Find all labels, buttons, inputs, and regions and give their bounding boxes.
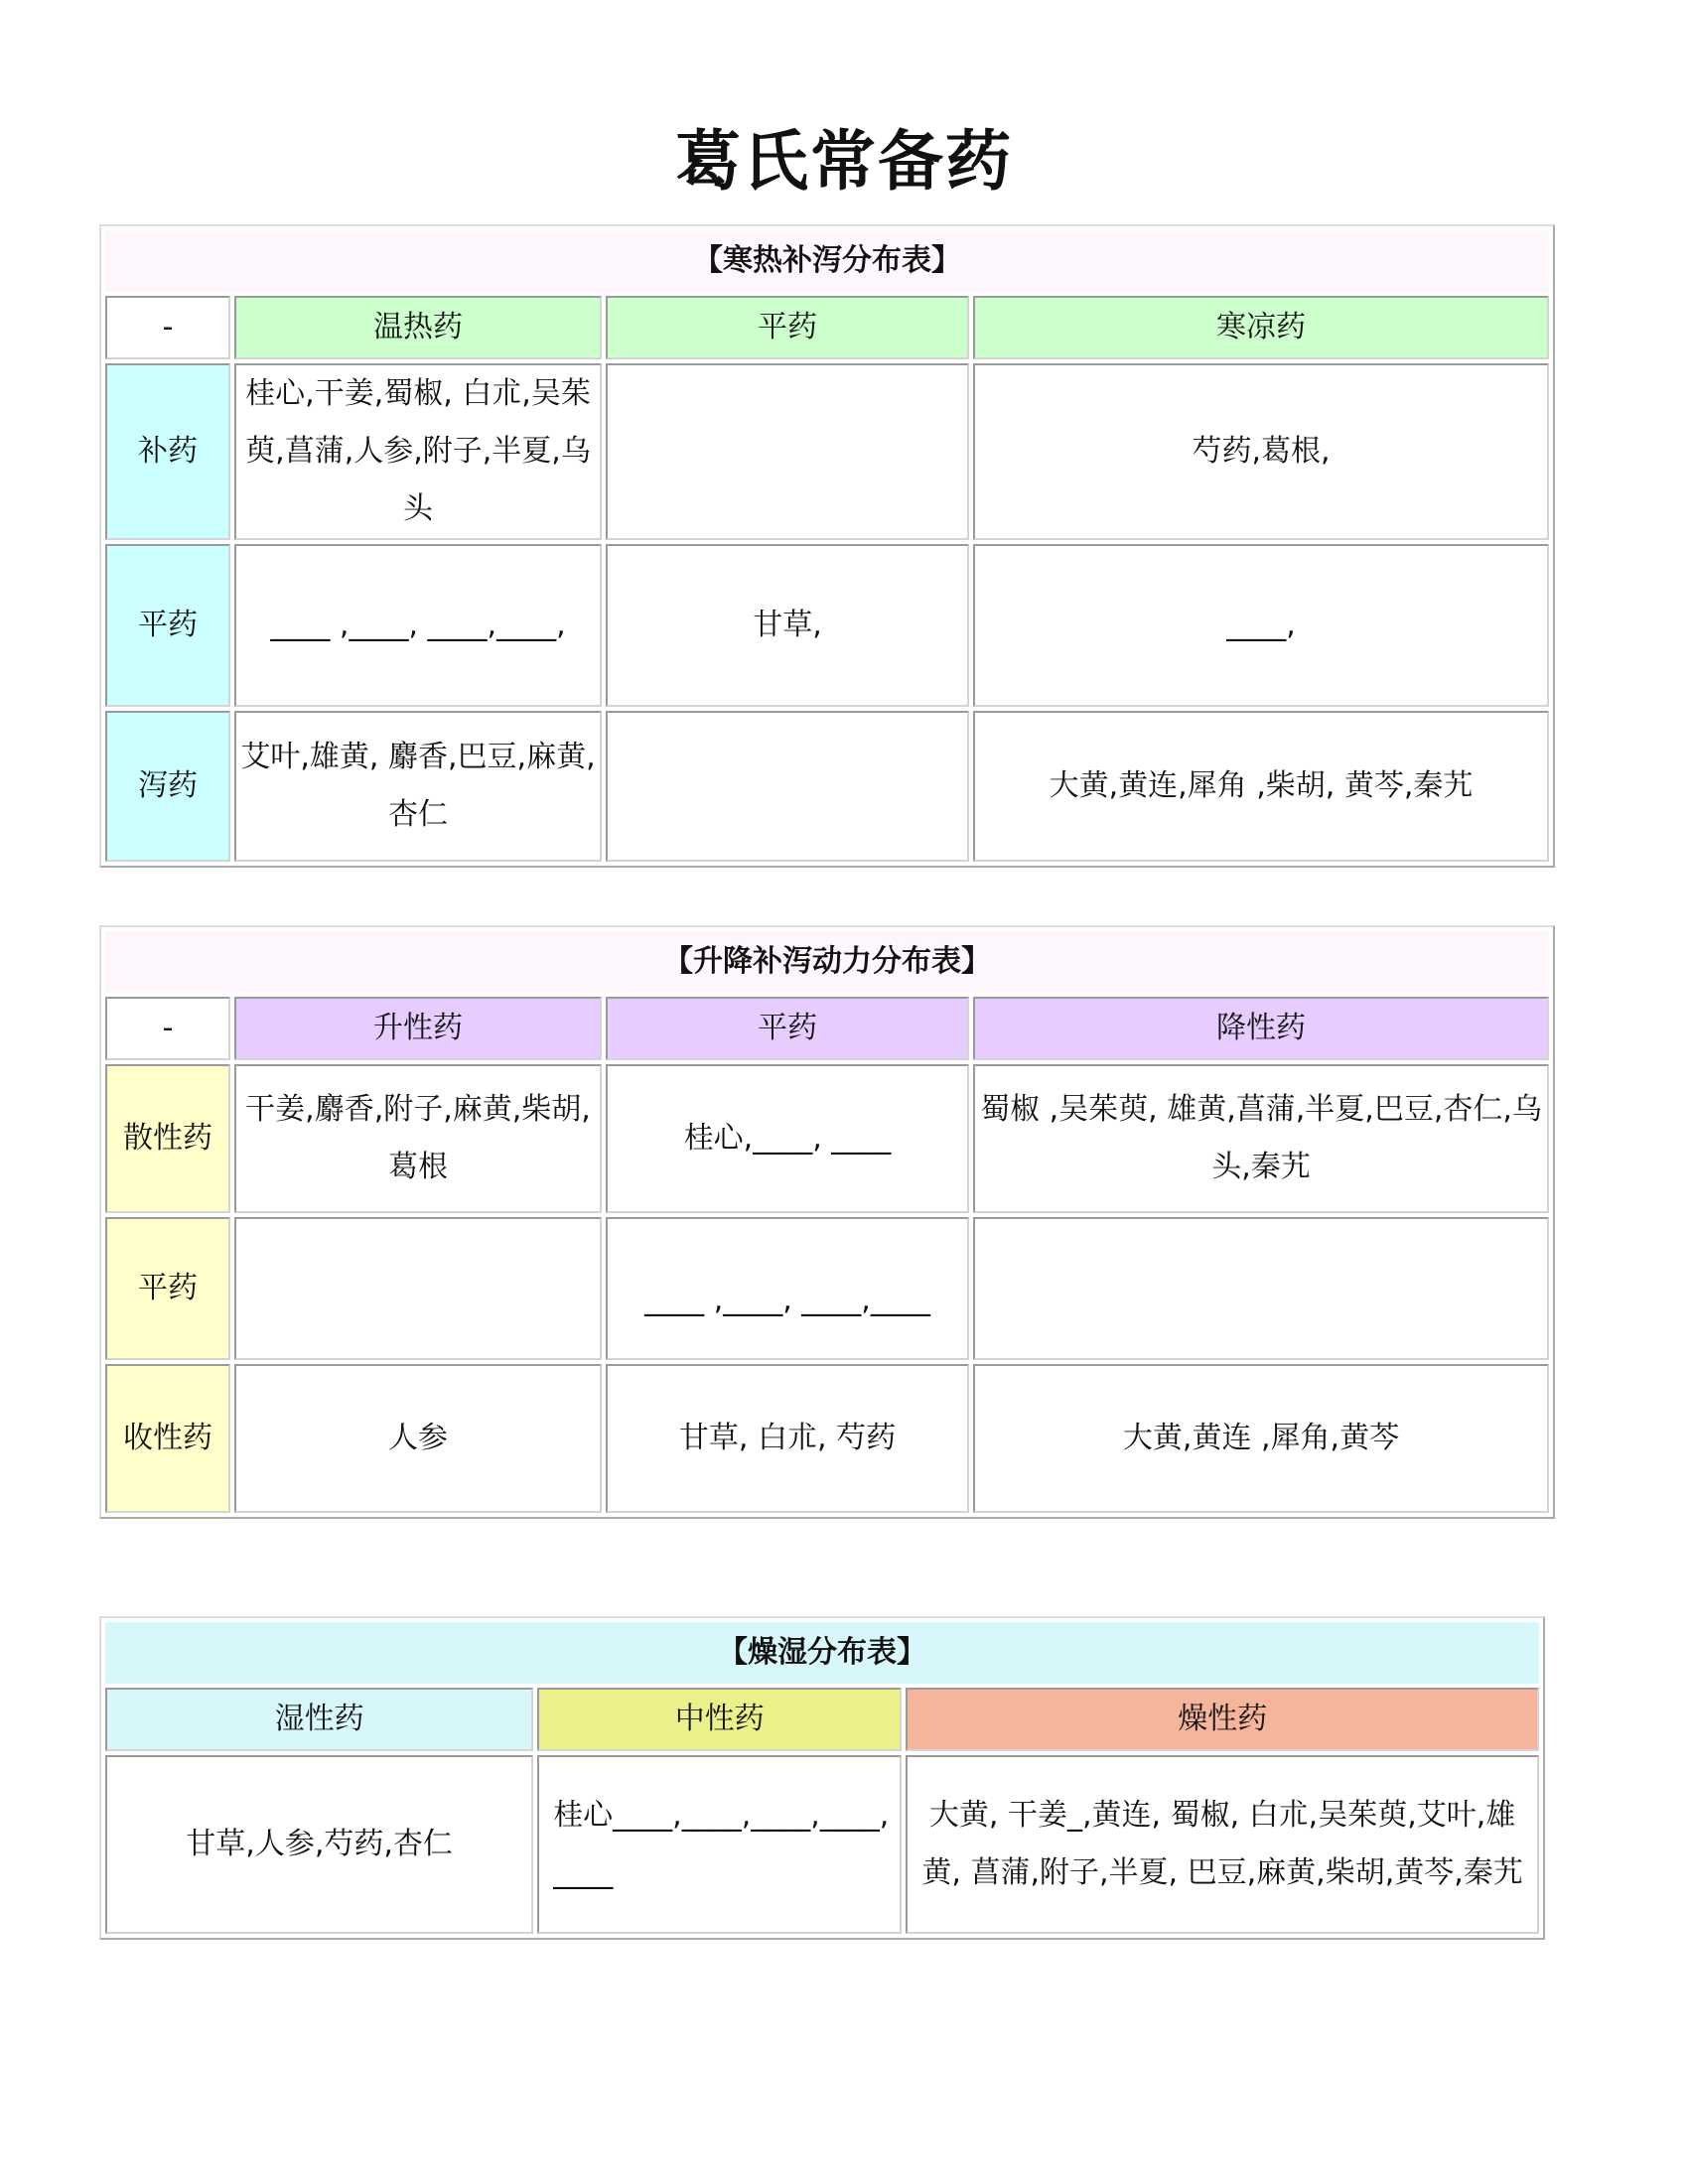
corner-cell: - xyxy=(105,997,230,1060)
table-cell: ____ ,____, ____,____, xyxy=(234,544,602,707)
table-cell xyxy=(973,1217,1549,1360)
column-header-ascending: 升性药 xyxy=(234,997,602,1060)
table-cell: ____ ,____, ____,____ xyxy=(606,1217,969,1360)
column-header-descending: 降性药 xyxy=(973,997,1549,1060)
page-title: 葛氏常备药 xyxy=(675,123,1013,200)
table-cell: 桂心,____, ____ xyxy=(606,1064,969,1213)
dry-damp-table xyxy=(99,1616,1545,1940)
table-cell xyxy=(606,711,969,862)
table-caption: 【寒热补泻分布表】 xyxy=(105,230,1549,292)
table-cell: 桂心,干姜,蜀椒, 白朮,吴茱萸,菖蒲,人参,附子,半夏,乌头 xyxy=(234,363,602,540)
table-cell: 艾叶,雄黄, 麝香,巴豆,麻黄,杏仁 xyxy=(234,711,602,862)
column-header-neutral: 平药 xyxy=(606,296,969,359)
table-cell: 大黄, 干姜_,黄连, 蜀椒, 白朮,吴茱萸,艾叶,雄黄, 菖蒲,附子,半夏, 巴豆,麻黄,柴胡,黄芩,秦艽 xyxy=(906,1755,1539,1934)
table-cell: 甘草,人参,芍药,杏仁 xyxy=(105,1755,533,1934)
column-header-cold: 寒凉药 xyxy=(973,296,1549,359)
table-cell: 人参 xyxy=(234,1364,602,1513)
table-cell xyxy=(606,363,969,540)
row-header-dispersing: 散性药 xyxy=(105,1064,230,1213)
column-header-warm: 温热药 xyxy=(234,296,602,359)
table-caption: 【燥湿分布表】 xyxy=(105,1622,1539,1684)
row-header-purge: 泻药 xyxy=(105,711,230,862)
row-header-neutral: 平药 xyxy=(105,544,230,707)
row-header-tonify: 补药 xyxy=(105,363,230,540)
table-cell: 芍药,葛根, xyxy=(973,363,1549,540)
table-cell: 桂心____,____,____,____, ____ xyxy=(537,1755,902,1934)
row-header-neutral: 平药 xyxy=(105,1217,230,1360)
table-cell: ____, xyxy=(973,544,1549,707)
table-cell: 大黄,黄连,犀角 ,柴胡, 黄芩,秦艽 xyxy=(973,711,1549,862)
cold-heat-table xyxy=(99,224,1555,868)
table-caption: 【升降补泻动力分布表】 xyxy=(105,931,1549,993)
table-cell: 蜀椒 ,吴茱萸, 雄黄,菖蒲,半夏,巴豆,杏仁,乌头,秦艽 xyxy=(973,1064,1549,1213)
table-cell: 甘草, xyxy=(606,544,969,707)
column-header-damp: 湿性药 xyxy=(105,1688,533,1751)
table-cell: 大黄,黄连 ,犀角,黄芩 xyxy=(973,1364,1549,1513)
row-header-astringent: 收性药 xyxy=(105,1364,230,1513)
column-header-neutral: 中性药 xyxy=(537,1688,902,1751)
ascend-descend-table xyxy=(99,925,1555,1519)
table-cell xyxy=(234,1217,602,1360)
column-header-neutral: 平药 xyxy=(606,997,969,1060)
table-cell: 甘草, 白朮, 芍药 xyxy=(606,1364,969,1513)
corner-cell: - xyxy=(105,296,230,359)
table-cell: 干姜,麝香,附子,麻黄,柴胡,葛根 xyxy=(234,1064,602,1213)
column-header-dry: 燥性药 xyxy=(906,1688,1539,1751)
